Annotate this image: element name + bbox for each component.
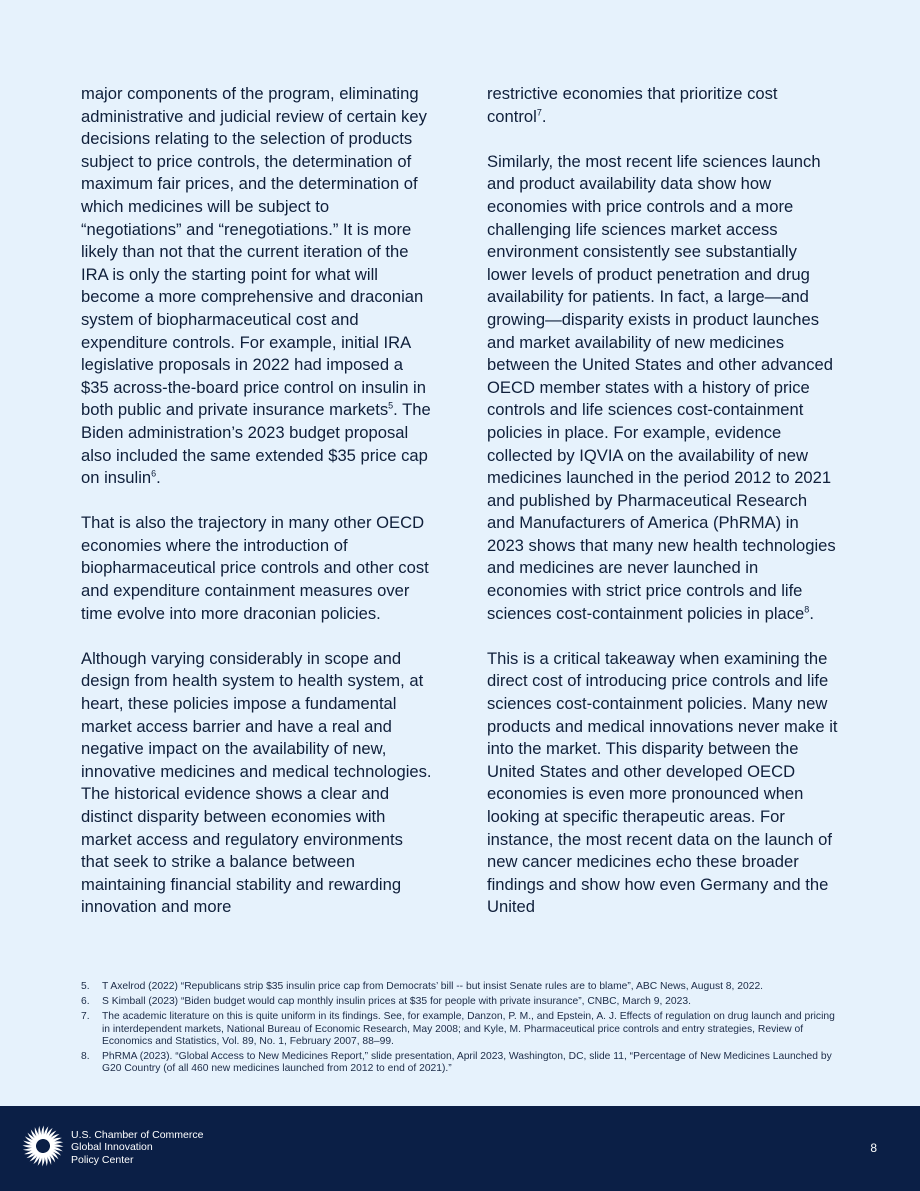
footnote-number: 7. bbox=[81, 1011, 90, 1023]
footnote-ref-8[interactable]: 8 bbox=[804, 604, 810, 615]
footnote-ref-5[interactable]: 5 bbox=[388, 400, 394, 411]
left-paragraph-3: Although varying considerably in scope and design from health system to health system, at heart, these policies impose a fundamental market access barrier and have a real and negative impact on the availability of new, innovative medicines and medical technologies. The historical evidence shows a clear and distinct disparity between economies with market access and regulatory environments that seek to strike a balance between maintaining financial stability and rewarding innovation and more bbox=[81, 648, 432, 917]
footnote-ref-6[interactable]: 6 bbox=[151, 468, 157, 479]
page-footer bbox=[0, 1106, 920, 1191]
footnote-5 bbox=[81, 981, 841, 993]
footnote-text: PhRMA (2023). “Global Access to New Medicines Report,” slide presentation, April 2023, Washington, DC, slide 11, “Percentage of New Medicines Launched by G20 Country (of all 460 new medicines launched from 2012 to end of 2021).” bbox=[102, 1051, 832, 1075]
footnote-8 bbox=[81, 1051, 841, 1075]
footnote-6 bbox=[81, 996, 841, 1008]
sunburst-logo-icon[interactable] bbox=[22, 1125, 64, 1167]
left-paragraph-2: That is also the trajectory in many other OECD economies where the introduction of biopharmaceutical price controls and other cost and expenditure containment measures over time evolve into more draconian policies. bbox=[81, 513, 429, 623]
footnote-number: 8. bbox=[81, 1051, 90, 1063]
org-line-3: Policy Center bbox=[71, 1153, 134, 1166]
page-number: 8 bbox=[870, 1141, 877, 1155]
organization-name bbox=[71, 1129, 203, 1166]
footnote-ref-7[interactable]: 7 bbox=[536, 107, 542, 118]
footnote-text: S Kimball (2023) “Biden budget would cap monthly insulin prices at $35 for people with private insurance”, CNBC, March 9, 2023. bbox=[102, 996, 691, 1008]
left-paragraph-1: major components of the program, eliminating administrative and judicial review of certain key decisions relating to the selection of products subject to price controls, the determination of maximum fair prices, and the determination of which medicines will be subject to “negotiations” and “renegotiations.” It is more likely than not that the current iteration of the IRA is only the starting point for what will become a more comprehensive and draconian system of biopharmaceutical cost and expenditure controls. For example, initial IRA legislative proposals in 2022 had imposed a $35 across-the-board price control on insulin in both public and private insurance markets$^5$. The Biden administration’s 2023 budget proposal also included the same extended $35 price cap on insulin$^6$. bbox=[81, 84, 431, 488]
footnote-number: 6. bbox=[81, 996, 90, 1008]
org-line-2: Global Innovation bbox=[71, 1141, 153, 1154]
footnote-text: The academic literature on this is quite uniform in its findings. See, for example, Danzon, P. M., and Epstein, A. J. Effects of regulation on drug launch and pricing in interdependent markets, National Bureau of Economic Research, May 2008; and Kyle, M. Pharmaceutical price controls and entry strategies, Review of Economics and Statistics, Vol. 89, No. 1, February 2007, 88–99. bbox=[102, 1011, 835, 1047]
right-paragraph-3: This is a critical takeaway when examining the direct cost of introducing price controls and life sciences cost-containment policies. Many new products and medical innovations never make it into the market. This disparity between the United States and other developed OECD economies is even more pronounced when looking at specific therapeutic areas. For instance, the most recent data on the launch of new cancer medicines echo these broader findings and show how even Germany and the United bbox=[487, 648, 838, 917]
right-paragraph-1: restrictive economies that prioritize cost control$^7$. bbox=[487, 84, 778, 126]
right-paragraph-2: Similarly, the most recent life sciences launch and product availability data show how economies with price controls and a more challenging life sciences market access environment consistently see substantially lower levels of product penetration and drug availability for patients. In fact, a large—and growing—disparity exists in product launches and market availability of new medicines between the United States and other advanced OECD member states with a history of price controls and life sciences cost-containment policies in place. For example, evidence collected by IQVIA on the availability of new medicines launched in the period 2012 to 2021 and published by Pharmaceutical Research and Manufacturers of America (PhRMA) in 2023 shows that many new health technologies and medicines are never launched in economies with strict price controls and life sciences cost-containment policies in place$^8$. bbox=[487, 151, 836, 623]
left-column bbox=[81, 83, 433, 942]
footnote-number: 5. bbox=[81, 981, 90, 992]
footnotes bbox=[81, 981, 841, 1078]
org-line-1: U.S. Chamber of Commerce bbox=[71, 1129, 204, 1141]
footnote-7 bbox=[81, 1011, 841, 1048]
right-column bbox=[487, 83, 839, 942]
footnote-text: T Axelrod (2022) “Republicans strip $35 insulin price cap from Democrats’ bill -- but insist Senate rules are to blame”, ABC News, August 8, 2022. bbox=[102, 981, 764, 992]
